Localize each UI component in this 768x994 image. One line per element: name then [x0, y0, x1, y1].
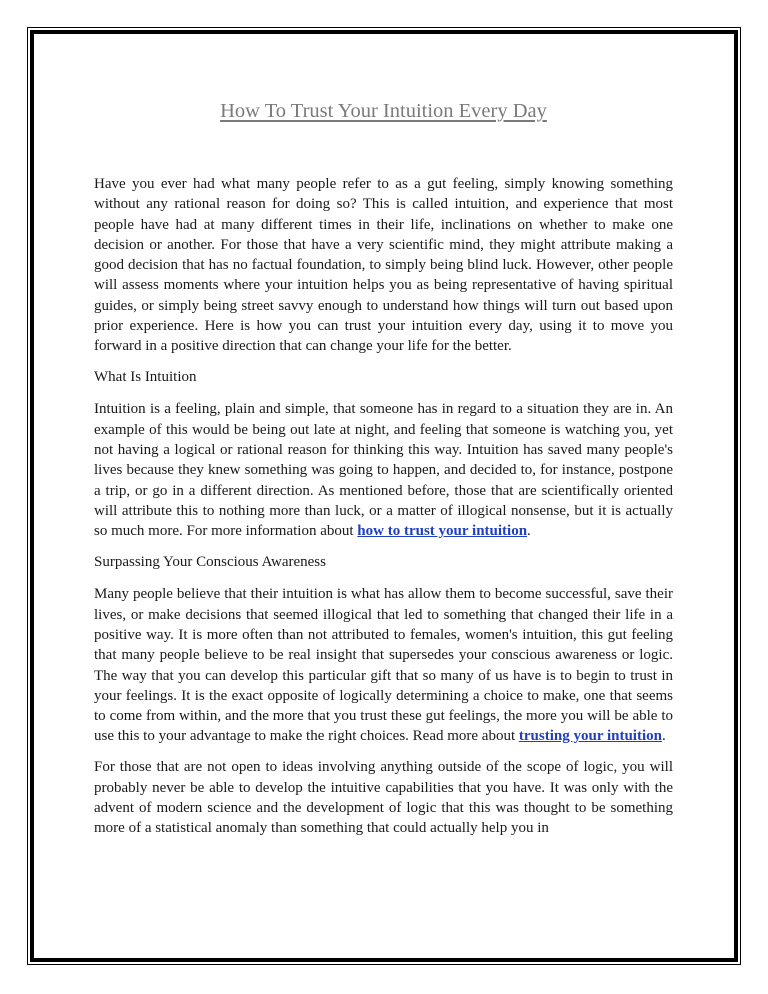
document-title: How To Trust Your Intuition Every Day — [220, 100, 547, 122]
paragraph-text: Many people believe that their intuition is what has allow them to become successful, save their lives, or make decisions that seemed illogical that led to something that changed their life in a positive way. It is more often than not attributed to females, women's intuition, this gut feeling that many people believe to be real insight that supersedes your conscious awareness or logic. The way that you can develop this particular gift that so many of us have is to begin to trust in your feelings. It is the exact opposite of logically determining a choice to make, one that seems to come from within, and the more that you trust these gut feelings, the more you will be able to use this to your advantage to make the right choices. Read more about — [94, 586, 673, 745]
paragraph-text: Intuition is a feeling, plain and simple, that someone has in regard to a situation they are in. An example of this would be being out late at night, and feeling that someone is watching you, yet not having a logical or rational reason for thinking this way. Intuition has saved many people's lives because they knew something was going to happen, and decided to, for instance, postpone a trip, or go in a different direction. As mentioned before, those that are scientifically oriented will attribute this to nothing more than luck, or a matter of illogical nonsense, but it is actually so much more. For more information about — [94, 401, 673, 540]
section-heading-surpassing: Surpassing Your Conscious Awareness — [94, 554, 326, 571]
paragraph-intro: Have you ever had what many people refer to as a gut feeling, simply knowing something without any rational reason for doing so? This is called intuition, and experience that most people have had at many different times in their life, inclinations on whether to make one decision or another. For those that have a very scientific mind, they might attribute making a good decision that has no factual foundation, to simply being blind luck. However, other people will assess moments where your intuition helps you as being representative of having spiritual guides, or simply being street savvy enough to understand how things will turn out based upon prior experience. Here is how you can trust your intuition every day, using it to move you forward in a positive direction that can change your life for the better. — [94, 176, 673, 355]
link-how-to-trust-your-intuition[interactable]: how to trust your intuition — [357, 523, 528, 540]
paragraph-surpassing — [94, 584, 673, 746]
section-heading-what-is-intuition: What Is Intuition — [94, 369, 197, 386]
paragraph-logic: For those that are not open to ideas involving anything outside of the scope of logic, you will probably never be able to develop the intuitive capabilities that you have. It was only with the advent of modern science and the development of logic that this was thought to be something more of a statistical anomaly than something that could actually help you in — [94, 759, 673, 837]
paragraph-end: . — [527, 523, 531, 540]
link-trusting-your-intuition[interactable]: trusting your intuition — [518, 728, 662, 745]
paragraph-end: . — [661, 728, 666, 745]
document-body — [94, 98, 673, 849]
paragraph-what-is-intuition — [94, 399, 673, 541]
